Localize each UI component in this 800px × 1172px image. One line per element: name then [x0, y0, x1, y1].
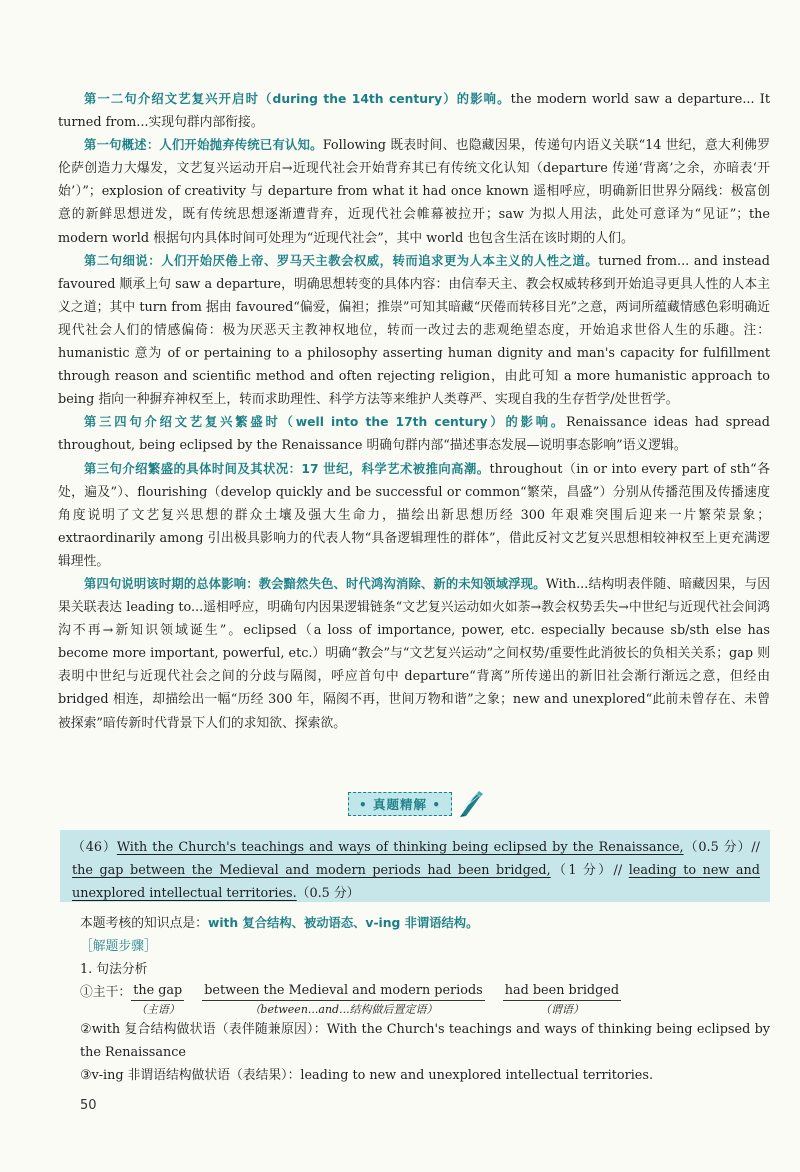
tree-node-text: the gap: [131, 981, 184, 1001]
analysis-section: [80, 912, 770, 1087]
tree-node: [202, 981, 485, 1018]
main-prefix: ①主干：: [80, 985, 132, 1000]
tree-node: [503, 981, 621, 1018]
banner-label-box: [348, 792, 452, 816]
analysis-item-2: ②with 复合结构做状语（表伴随兼原因）：With the Church's teachings and ways of thinking being eclipsed by the Renaissance: [80, 1022, 770, 1060]
explanation-body: [58, 88, 770, 735]
paragraph-1: [58, 88, 770, 134]
section-banner: [58, 784, 770, 820]
question-score-1: （0.5 分）: [683, 840, 752, 855]
pen-icon: [458, 790, 484, 818]
paragraph-text: With...结构明表伴随、暗藏因果，与因果关联表达 leading to...遥相呼应，明确句内因果逻辑链条“文艺复兴运动如火如荼→教会权势丢失→中世纪与近现代社会间鸿沟不再→新知识领域诞生”。eclipsed（a loss of importance, power, etc. especially because sb/sth else has become more important, powerful, etc.）明确“教会”与“文艺复兴运动”之间权势/重要性此消彼长的负相关关系；gap 则表明中世纪与近现代社会之间的分歧与隔阂，呼应首句中 departure“背离”所传递出的新旧社会渐行渐远之意，但经由 bridged 相连，却描绘出一幅“历经 300 年，隔阂不再，世间万物和谐”之象；new and unexplored“此前未曾存在、未曾被探索”暗传新时代背景下人们的求知欲、探索欲。: [58, 576, 770, 731]
kp-prefix: 本题考核的知识点是：: [80, 916, 208, 931]
paragraph-text: throughout（in or into every part of sth“各处，遍及”）、flourishing（develop quickly and be successful or common“繁荣，昌盛”）分别从传播范围及传播速度角度说明了文艺复兴思想的群众土壤及强大生命力，描绘出新思想历经 300 年艰难突围后迎来一片繁荣景象；extraordinarily among 引出极具影响力的代表人物“具备逻辑理性的群体”，借此反衬文艺复兴思想相较神权至上更充满逻辑理性。: [58, 461, 770, 569]
tree-node: [131, 981, 184, 1018]
question-part-1: With the Church's teachings and ways of thinking being eclipsed by the Renaissance,: [116, 840, 684, 855]
paragraph-2: [58, 134, 770, 249]
kp-list: with 复合结构、被动语态、v-ing 非谓语结构。: [207, 916, 479, 930]
banner-label: 真题精解: [373, 797, 428, 812]
paragraph-text: turned from... and instead favoured 顺承上句 saw a departure，明确思想转变的具体内容：由信奉天主、教会权威转移到开始追寻更具人性的人本主义之道；其中 turn from 据由 favoured“偏爱，偏袒；推崇”可知其暗藏“厌倦而转移目光”之意，两词所蕴藏情感色彩明确近现代社会人们的情感偏倚：极为厌恶天主教神权地位，转而一改过去的悲观绝望态度，开始追求世俗人生的乐趣。注：humanistic 意为 of or pertaining to a philosophy asserting human dignity and man's capacity for fulfillment through reason and scientific method and often rejecting religion，由此可知 a more humanistic approach to being 指向一种摒弃神权至上，转而求助理性、科学方法等来维护人类尊严、实现自我的生存哲学/处世哲学。: [58, 253, 770, 408]
tree-node-text: had been bridged: [503, 981, 621, 1001]
question-text: [60, 830, 770, 905]
paragraph-heading: 第三四句介绍文艺复兴繁盛时（well into the 17th century）的影响。: [84, 415, 566, 430]
question-part-3: leading to new and unexplored intellectual territories.: [72, 863, 760, 901]
question-part-2: the gap between the Medieval and modern periods had been bridged,: [72, 863, 551, 878]
paragraph-heading: 第三句介绍繁盛的具体时间及其状况：17 世纪，科学艺术被推向高潮。: [84, 461, 490, 476]
question-separator: //: [751, 840, 760, 855]
paragraph-text: Following 既表时间、也隐藏因果，传递句内语义关联“14 世纪，意大利佛罗伦萨创造力大爆发，文艺复兴运动开启→近现代社会开始背弃其已有传统文化认知（departure 传递‘背离’之余，亦暗表‘开始’）”；explosion of creativity 与 departure from what it had once known 遥相呼应，明确新旧世界分隔线：极富创意的新鲜思想迸发，既有传统思想逐渐遭背弃，近现代社会帷幕被拉开；saw 为拟人用法，此处可意译为“见证”；the modern world 根据句内具体时间可处理为“近现代社会”，其中 world 也包含生活在该时期的人们。: [58, 138, 770, 246]
paragraph-4: [58, 411, 770, 457]
paragraph-text: Renaissance ideas had spread throughout, being eclipsed by the Renaissance 明确句群内部“描述事态发展—说明事态影响”语义逻辑。: [58, 415, 770, 454]
knowledge-points: [80, 912, 770, 935]
paragraph-5: [58, 458, 770, 573]
paragraph-heading: 第一二句介绍文艺复兴开启时（during the 14th century）的影响。: [84, 92, 511, 106]
main-structure: [80, 981, 770, 1018]
analysis-item-3: ③v-ing 非谓语结构做状语（表结果）：leading to new and unexplored intellectual territories.: [80, 1068, 654, 1083]
paragraph-heading: 第二句细说：人们开始厌倦上帝、罗马天主教会权威，转而追求更为人本主义的人性之道。: [84, 253, 599, 268]
paragraph-6: [58, 573, 770, 735]
section-title: 1. 句法分析: [80, 962, 148, 977]
question-translation-box: [60, 830, 770, 902]
tree-node-role: （between...and...结构做后置定语）: [249, 1003, 438, 1016]
tree-node-role: （主语）: [135, 1003, 180, 1016]
paragraph-heading: 第一句概述：人们开始抛弃传统已有认知。: [84, 138, 323, 153]
question-separator: //: [613, 863, 623, 878]
banner-dot: •: [359, 798, 368, 812]
syntax-tree: [131, 981, 621, 1018]
paragraph-text: the modern world saw a departure... It turned from...实现句群内部衔接。: [58, 92, 770, 131]
question-score-3: （0.5 分）: [296, 886, 360, 901]
question-number: （46）: [72, 840, 117, 855]
paragraph-3: [58, 250, 770, 412]
tree-node-text: between the Medieval and modern periods: [202, 981, 485, 1001]
question-score-2: （1 分）: [550, 863, 614, 878]
page-number: 50: [80, 1098, 97, 1113]
banner-dot: •: [432, 798, 442, 812]
steps-tag: ［解题步骤］: [80, 939, 157, 954]
tree-node-role: （谓语）: [539, 1003, 584, 1016]
banner-group: [348, 790, 484, 818]
paragraph-heading: 第四句说明该时期的总体影响：教会黯然失色、时代鸿沟消除、新的未知领域浮现。: [84, 576, 546, 591]
